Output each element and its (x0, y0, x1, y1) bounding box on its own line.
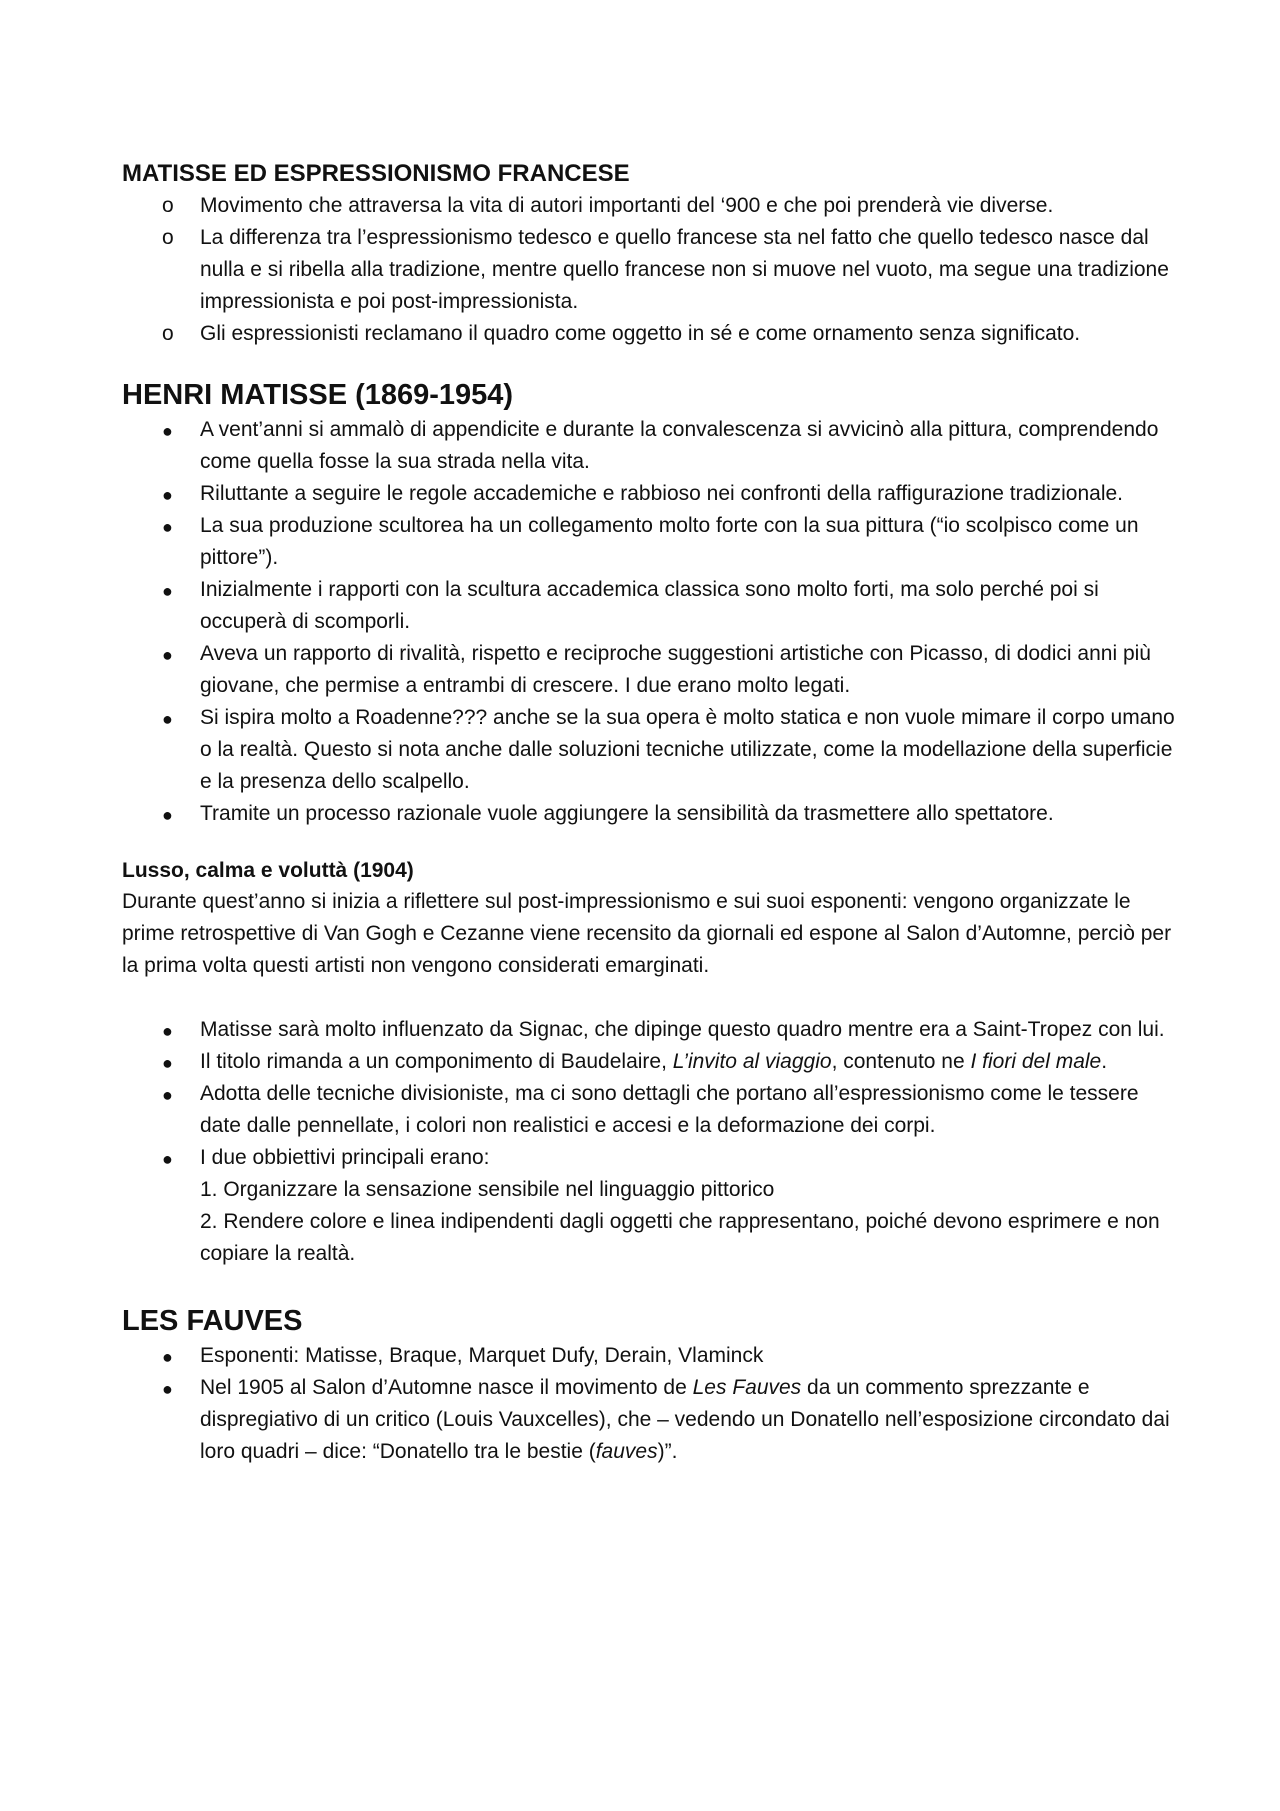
list-item-text-before: Il titolo rimanda a un componimento di Baudelaire, (200, 1050, 673, 1073)
bullet-icon: ● (162, 1379, 173, 1399)
fauves-term: fauves (595, 1440, 658, 1463)
bullet-icon: ● (162, 645, 173, 665)
list-item (122, 414, 1180, 478)
bullet-icon: ● (162, 517, 173, 537)
list-item (122, 574, 1180, 638)
bullet-icon: ● (162, 581, 173, 601)
list-item-text-middle: , contenuto ne (831, 1050, 971, 1073)
list-item (122, 1014, 1180, 1046)
list-item (122, 798, 1180, 830)
list-item-text: Si ispira molto a Roadenne??? anche se la sua opera è molto statica e non vuole mimare il corpo umano o la realtà. Questo si nota anche dalle soluzioni tecniche utilizzate, come la modellazione della superficie e la presenza dello scalpello. (200, 706, 1175, 793)
list-item-text: Inizialmente i rapporti con la scultura accademica classica sono molto forti, ma solo perché poi si occuperà di scomporli. (200, 578, 1099, 633)
list-item-text-after: )”. (657, 1440, 678, 1463)
list-item (122, 702, 1180, 798)
section-title-les-fauves: LES FAUVES (122, 1305, 303, 1337)
list-item (122, 318, 1180, 350)
list-item (122, 510, 1180, 574)
bullet-icon: ● (162, 1021, 173, 1041)
list-item-text: Gli espressionisti reclamano il quadro come oggetto in sé e come ornamento senza significato. (200, 322, 1081, 345)
section1-list (122, 190, 1180, 350)
list-item (122, 638, 1180, 702)
list-item (122, 1372, 1180, 1468)
list-item-text-intro: I due obbiettivi principali erano: (200, 1146, 490, 1169)
bullet-icon: ● (162, 1149, 173, 1169)
list-item (122, 1142, 1180, 1270)
bullet-icon: ● (162, 1347, 173, 1367)
list-item (122, 1340, 1180, 1372)
list-item (122, 190, 1180, 222)
list-item (122, 1046, 1180, 1078)
book-title: I fiori del male (970, 1050, 1102, 1073)
section-title-matisse-espressionismo: MATISSE ED ESPRESSIONISMO FRANCESE (122, 160, 630, 187)
list-item-text-after: . (1101, 1050, 1108, 1073)
list-item (122, 478, 1180, 510)
list-item-text: La sua produzione scultorea ha un collegamento molto forte con la sua pittura (“io scolpisco come un pittore”). (200, 514, 1139, 569)
list-item-text: Esponenti: Matisse, Braque, Marquet Dufy, Derain, Vlaminck (200, 1344, 764, 1367)
bullet-icon: ● (162, 485, 173, 505)
subsection-title-lusso-calma-volutta: Lusso, calma e voluttà (1904) (122, 859, 414, 882)
bullet-icon: ● (162, 1053, 173, 1073)
list-item-text-middle: da un commento sprezzante e dispregiativo di un critico (Louis Vauxcelles), che – vedendo un Donatello nell’esposizione circondato dai loro quadri – dice: “Donatello tra le bestie ( (200, 1376, 1170, 1463)
list-item-text: La differenza tra l’espressionismo tedesco e quello francese sta nel fatto che quello tedesco nasce dal nulla e si ribella alla tradizione, mentre quello francese non si muove nel vuoto, ma segue una tradizione impressionista e poi post-impressionista. (200, 226, 1169, 313)
circle-bullet-icon: o (162, 322, 174, 345)
numbered-point-2: 2. Rendere colore e linea indipendenti dagli oggetti che rappresentano, poiché devono esprimere e non copiare la realtà. (200, 1210, 1160, 1265)
list-item (122, 1078, 1180, 1142)
list-item-text: A vent’anni si ammalò di appendicite e durante la convalescenza si avvicinò alla pittura, comprendendo come quella fosse la sua strada nella vita. (200, 418, 1159, 473)
section-title-henri-matisse: HENRI MATISSE (1869-1954) (122, 379, 514, 411)
circle-bullet-icon: o (162, 194, 174, 217)
list-item-text: Riluttante a seguire le regole accademiche e rabbioso nei confronti della raffigurazione tradizionale. (200, 482, 1124, 505)
list-item-text: Tramite un processo razionale vuole aggiungere la sensibilità da trasmettere allo spettatore. (200, 802, 1054, 825)
section2-list (122, 414, 1180, 830)
section4-list (122, 1340, 1180, 1468)
movement-name: Les Fauves (692, 1376, 802, 1399)
list-item-text: Aveva un rapporto di rivalità, rispetto e reciproche suggestioni artistiche con Picasso, di dodici anni più giovane, che permise a entrambi di crescere. I due erano molto legati. (200, 642, 1151, 697)
list-item-text: Movimento che attraversa la vita di autori importanti del ‘900 e che poi prenderà vie diverse. (200, 194, 1054, 217)
numbered-point-1: 1. Organizzare la sensazione sensibile nel linguaggio pittorico (200, 1178, 775, 1201)
bullet-icon: ● (162, 421, 173, 441)
list-item-text: Adotta delle tecniche divisioniste, ma ci sono dettagli che portano all’espressionismo come le tessere date dalle pennellate, i colori non realistici e accesi e la deformazione dei corpi. (200, 1082, 1139, 1137)
section3-list (122, 1014, 1180, 1270)
body-paragraph: Durante quest’anno si inizia a riflettere sul post-impressionismo e sui suoi esponenti: vengono organizzate le prime retrospettive di Van Gogh e Cezanne viene recensito da giornali ed espone al Salon d’Automne, perciò per la prima volta questi artisti non vengono considerati emarginati. (122, 890, 1172, 977)
circle-bullet-icon: o (162, 226, 174, 249)
bullet-icon: ● (162, 805, 173, 825)
bullet-icon: ● (162, 709, 173, 729)
list-item-text: Matisse sarà molto influenzato da Signac, che dipinge questo quadro mentre era a Saint-Tropez con lui. (200, 1018, 1165, 1041)
bullet-icon: ● (162, 1085, 173, 1105)
list-item (122, 222, 1180, 318)
list-item-text-before: Nel 1905 al Salon d’Automne nasce il movimento de (200, 1376, 693, 1399)
poem-title: L’invito al viaggio (672, 1050, 832, 1073)
